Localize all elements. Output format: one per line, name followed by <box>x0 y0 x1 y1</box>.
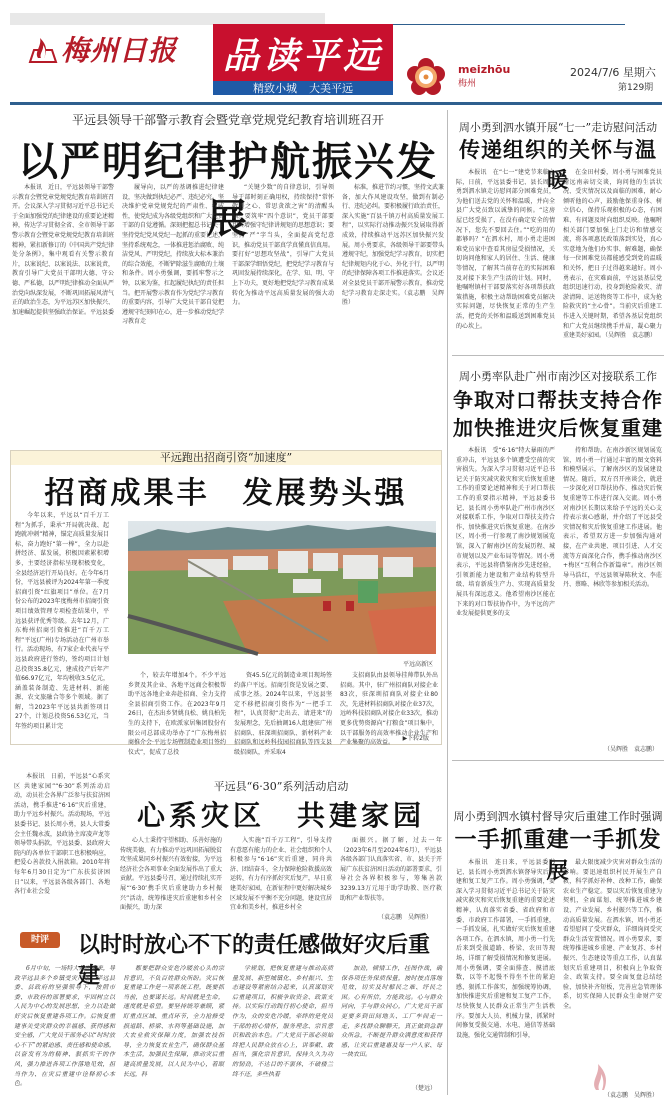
rebuild-kicker: 周小勇到泗水镇村督导灾后重建工作时强调 <box>453 810 663 823</box>
disaster-relief-article[interactable] <box>10 770 442 920</box>
visit-column: 本报讯 在“七一”建党节来临之际，日前，平远县委书记、县长周小勇到泗水镇走访慰问部分困难党员，为他们送去党的关怀和温暖，并向全县广大党员致以诚挚的问候。“这房屋已经受损了，在没有确定安全的情况下，您先不要回去住。”“吃的用的都够吗？”在泗水村，周小勇走进困难党员家中查看其房屋受损情况，关切询问他和家人的居住、生活、健康等情况，了解其当前存在的实际困难及对接下来生产生活的计划。同时，他嘱咐镇村干部要落实好各项帮扶政策措施，积极主动帮助困难党员解决实际问题，尽快恢复正常的生产生活，把党的关怀和温暖送到困难党员的心坎上。 <box>456 169 555 330</box>
nansha-column: 持和帮助。在南沙新区规划展览馆，周小勇一行通过丰富的图文资料和模型展示，了解南沙区的发展建设情况。随后，双方召开座谈会，就进一步深化对口帮扶协作、推动灾后恢复重建等工作进行深入交流。周小勇对南沙区长期以来给予平远的关心支持表示衷心感谢，并介绍了平远县受灾情况和灾后恢复重建工作进展。他表示，希望双方进一步加强沟通对接，在产业共建、项目引进、人才交流等方面深化合作，携手推动南沙区+梅区“互利合作新篇章”。南沙区领导马浩红，平远县领导陈秋文、李莊丹、蔡略、林欣等参加相关活动。 <box>563 447 662 589</box>
visit-kicker: 周小勇到泗水镇开展“七一”走访慰问活动 <box>458 121 658 134</box>
plum-blossom-icon <box>408 58 444 96</box>
brand-slogan <box>213 81 393 95</box>
visit-body <box>456 168 662 350</box>
nansha-kicker: 周小勇率队赴广州市南沙区对接联系工作 <box>459 370 657 383</box>
investment-kicker: 平远跑出招商引资“加速度” <box>11 451 441 465</box>
rebuild-headline[interactable]: 一手抓重建一手抓发展 <box>454 827 662 884</box>
investment-column: 个，较去年增加4个。不少平远乡贤及其企业、各地平远商会积极帮助平远各地企业奔赴招商、全力支持全县招商引资工作。在2023年9月26日，在杰出乡贤姚良松、姚良柏先生的支持下，在欧派家居集团股份有限公司总部成功举办了“广东梅州招商推介会·平远专场暨制造业项目签约仪式”，促成了总投 <box>128 672 226 756</box>
lead-kicker: 平远县领导干部警示教育会暨党章党规党纪教育培训班召开 <box>71 113 384 127</box>
commentary-byline: （楚远） <box>411 1085 436 1092</box>
column-divider <box>447 110 448 1095</box>
paper-logo[interactable] <box>28 31 177 67</box>
nansha-body <box>456 446 662 736</box>
commentary-article[interactable] <box>10 928 442 1098</box>
commentary-column: 6月中旬，一场特大暴雨袭来，导致平远县多个乡镇受灾严重。平远县委、县政府的坚强领导下，按照市委、市政府的部署要求，牢固树立以人民为中心的发展思想，全力以赴做好灾后恢复重建各项工作。后恢复重建事关受灾群众的幸福感、获得感和安全感，广大党员干部务必以“时时放心不下”的紧迫感、责任感和使命感，以奋发有为的精神、狠抓实干的作风，强力推进各项工作落地见效，担当作为、在灾后重建中诠释初心本色。 <box>14 965 115 1088</box>
relief-byline: （袁志鹏 吴辉胜） <box>377 914 432 921</box>
lead-body <box>12 183 444 433</box>
commentary-column: 加劲，倾情工作，挂图作战，确保各项任务保质保量，按时按点落地见效，切实及时解民之难、纾民之困。心有所信，方能致远。心与群众同向，手与群众同心，广大党员干部更要多到田间地头、工厂车间走一走，多找群众聊聊天，真正做到急群众所急，不断提升群众满意度和获得感，让灾后重建惠及每一户人家、每一块农田。 <box>341 965 442 1059</box>
flame-watermark-icon <box>590 1062 612 1092</box>
commentary-body <box>14 964 442 1094</box>
investment-left-column: 今年以来，平远以“百千万工程”为抓手，秉承“开局就决战、起跑就冲刺”精神，锚定高质量发展目标，奋力跑好“第一棒”，全力以赴拼经济、谋发展，积极因素累积增多，主要经济指标呈现积极变化，全县经济运行开局良好。在今年6月份，平远县被评为2024年第一季度招商引资“红旗项目”单位。在7月份公布的2023年度梅州市招商引资项目绩效管理专项检查结果中，平远县获评优秀等级。去年12月，广东梅州招商引资推进“百千万工程”平远(广州)专场活动在广州市举行。活动现场，有7家企业代表与平远县政府进行签约，签约项目计划总投资35.8亿元，建成投产后年产值66.97亿元，年均税收3.5亿元，涵盖装备制造、先进材料、新能源、农文旅融合等多个领域。据了解，当2023年平远县共新签项目27个，计划总投资56.53亿元，当年签约项目累计完 <box>15 512 109 731</box>
issue-number: 第129期 <box>618 83 654 93</box>
nansha-article[interactable] <box>452 362 664 757</box>
nansha-column: 本报讯 受“6·16”特大暴雨的严重冲击，平远县多个镇遭受空前的灾害损失。为深入学习贯彻习近平总书记关于防灾减灾救灾和灾后恢复重建工作的重要论述精神和关于对口帮扶工作的重要指示精神，平远县委书记、县长周小勇率队赴广州市南沙区对接联系工作，争取对口帮扶支持合作，加快推进灾后恢复重建。在南沙区，周小勇一行参观了南沙规划展览馆，深入了解南沙区的发展历程、城市规划以及产业布局等情况。周小勇表示，平远县将借鉴南沙先进经验，引领新能力建设和产业结构转型升级、培育新质生产力、实现高质量发展具有深远意义。他希望南沙区能在下来的对口帮扶协作中，为平远的产业发展提供更多的支 <box>456 447 555 618</box>
industrial-park-photo[interactable] <box>128 521 436 654</box>
investment-column: 支招商队由县领导挂帅带队外出招商。其中，驻广州招商队对接企业83次，驻深圳招商队对接企业80次，先进材料招商队对接企业37次，远岭科技招商队对接企业33次，推动更多优势资源向“打粮食”项目集中，以干部服务的高效率推动企业生产和产业集聚的高效益。 <box>340 672 438 747</box>
lead-column: 本报讯 近日，平远县领导干部警示教育会暨党章党规党纪教育培训班召开。会议深入学习贯彻习近平总书记关于全面加强党的纪律建设的重要论述精神，传达学习贯彻全省、全市领导干部警示教育会暨党章党规党纪教育培训班精神，紧扣新修订的《中国共产党纪律处分条例》，集中观看有关警示教育片，以案说纪、以案说法、以案说责，教育引导广大党员干部明大德、守公德、严私德，以严明纪律推动全面从严治党向纵深发展，不断巩固拓展风清气正的政治生态，为平远苏区加快振兴、加速崛起提供坚强政治保证。平远县委 <box>12 184 115 316</box>
rebuild-column: 本报讯 连日来，平远县委书记、县长周小勇到泗水镇督导灾后重建和复工复产工作。周小勇强调，要深入学习贯彻习近平总书记关于防灾减灾救灾和灾后恢复重建的重要论述精神，认真落实省委、省政府和市委、市政府工作部署，一手抓重建，一手抓发展，扎实做好灾后恢复重建各项工作。在泗水镇，周小勇一行先后来到受损道路、桥梁、农田等现场，详细了解受损情况和修复进展。周小勇强调，要全面排查、摸清底数，以等不起慢不得坐不住的紧迫感，狠抓工作落实，加强统筹协调，加快推进灾后重建和复工复产工作，尽快恢复人民群众正常生产生活秩序。要加大人员、机械力量，抓紧时间修复受损交通、水电、通信等基础设施，强化交通管制和引导， <box>456 859 555 1039</box>
relief-body <box>120 836 442 911</box>
paper-name: 梅州日报 <box>61 34 178 67</box>
rebuild-byline: （袁志鹏 吴辉胜） <box>603 1092 658 1099</box>
rebuild-column: 最大限度减少灾害对群众生活的影响。要迅速组织村民开展生产自救，科学抓好补种、改种工作，确保农业生产稳定。要以灾后恢复重建为契机，全面谋划、统筹推进城乡建设、产业发展、乡村振兴等工作，推动高质量发展。在泗水镇，周小勇还看望慰问了受灾群众，详细询问受灾群众生活安置情况。周小勇要求，要统筹推进城乡重建、产业复苏、乡村振兴、生态建设等重点工作，认真谋划灾后重建项目，积极向上争取资金、政策支持。要全面复盘总结经验，加快补齐短板，完善应急管理体系，切实保障人民群众生命财产安全。 <box>563 859 662 1010</box>
slogan-part-2: 大美平远 <box>309 82 353 95</box>
lead-column: 履导向，以严的基调推进纪律建设，坚决做到执纪必严、违纪必究。坚决维护党章党规党纪的严肃性、权威性，使党纪成为各级党组织和广大党员干部的自觉遵循。深刻把握总书记关于坚持党纪党风党纪一起抓的重要论述，坚持系统观念，一体推进惩治腐败、纯洁党风、严明党纪，持续放大标本兼治的综合效能，不断铲除滋生腐败的土壤和条件。周小勇强调，要抓牢警示之钟，以案为鉴，扛起履纪执纪的责任担当。把开展警示教育作为党纪学习教育的重要内容，引导广大党员干部自觉把遵规守纪刻印在心，进一步推动党纪学习教育走 <box>122 184 225 326</box>
commentary-column: 都要把群众安危冷暖放心头的宗旨意识，不负百姓群众所盼。灾后恢复重建工作是一项系统工程，既要抓当前，也要谋长远。时间就是生命，速度就是希望。要坚持统筹兼顾，紧盯重点区域、重点环节，全力抢修受损道路、桥梁、水利等基础设施，加大农业救灾保障力度，加强农技指导，全力恢复农业生产，确保群众基本生活，加强民生保障，推动灾后重建高质量发展，以人民为中心，着眼长远，科 <box>123 965 224 1078</box>
photo-caption: 平远高新区 <box>402 661 433 668</box>
brand-title: 品读平远 <box>222 35 383 77</box>
brand-banner <box>213 24 393 95</box>
investment-headline[interactable]: 招商成果丰 发展势头强 <box>44 476 408 511</box>
relief-column: 面振兴。据了解，过去一年（2023年6月至2024年6月），平远县各级各部门认真落实省、市、县关于开展广东扶贫济困日活动的部署要求，引导社会各界积极参与，筹集善款3239.13万元用于助学助教、医疗救助和产业帮扶等。 <box>340 837 443 902</box>
section-divider <box>452 760 664 761</box>
visit-headline[interactable]: 传递组织的关怀与温暖 <box>459 137 657 192</box>
city-name-cn: 梅州 <box>458 79 477 89</box>
nansha-byline: （吴辉胜 袁志鹏） <box>603 746 658 753</box>
investment-column: 资45.5亿元的制造业项目现场签约落户平远。招商引资是发展之要、成事之基。2024年以来，平远县坚定不移把招商引资作为“一把手工程”，认真贯彻“走出去、请进来”的发展理念，先后抽调16人组建驻广州招商队、驻深圳招商队、新材料产业招商队和远岭科技园招商队等四支县级招商队，并采取4 <box>234 672 332 756</box>
relief-kicker: 平远县“6·30”系列活动启动 <box>213 780 349 793</box>
relief-headline[interactable]: 心系灾区 共建家园 <box>136 799 425 832</box>
city-name-en: meizhōu <box>458 63 511 76</box>
visit-article[interactable] <box>452 110 664 350</box>
rebuild-article[interactable] <box>452 808 664 1098</box>
continued-link[interactable]: ▶下转2版 <box>402 735 429 742</box>
relief-left-column: 本报讯 日前，平远县“心系灾区 共建家园”“6·30”系列活动启动，动员社会各界广泛参与扶贫济困活动，携手推进“6·16”灾后重建，助力平远乡村振兴。活动现场，平远县委书记、县长周小勇，县人大常委会主任魏永波，县政协主席凌声龙等领导带头捐款，平远县委、县政府大院内的各单位干部职工也积极响应，把爱心善款投入捐款箱。2010年将每年6月30日定为“广东扶贫济困日”以来，平远县各级各部门、各地各行业社会爱 <box>14 773 111 896</box>
lead-headline[interactable]: 以严明纪律护航振兴发展 <box>18 138 438 242</box>
nansha-headline-line2: 加快推进灾后恢复重建 <box>453 416 663 440</box>
commentary-column: 学规划，把恢复重建与推动高质量发展、新型城镇化、乡村振兴、生态建设等紧密结合起来，认真谋划灾后重建项目，积极争取资金、政策支持。以实际行动践行初心使命，担当作为，众的安危冷暖，牵绊的是党员干部的初心情怀，服务理念、宗旨意识和政治本色。广大党员干部必须始终把人民群众放在心上，讲奉献、敢担当，强化宗旨意识，保持久久为功的韧劲，不达目的不罢休，不破楼兰终不还，多些执着 <box>232 965 333 1078</box>
lead-column: 标准，推进节约习惯，坚持文武兼备，加大作风建设攻坚，做到有制必行、违纪必纠。要积极履行政治责任，深入实施“百县千镇万村高质量发展工程”，以实际行动推动振兴发展取得新成效，持续推动平远苏区加快振兴发展。周小勇要求，各级领导干部要带头遵规守纪，加强党纪学习教育，切实把纪律规矩内化于心、外化于行，以严明的纪律保障各项工作推进落实。会议还对全县党员干部开展警示教育，推动党纪学习教育走深走实。（袁志鹏 吴辉胜） <box>342 184 445 307</box>
section-divider <box>452 355 664 356</box>
commentary-headline[interactable]: 以时时放心不下的责任感做好灾后重建 <box>78 932 431 989</box>
investment-article[interactable] <box>10 450 442 756</box>
issue-date: 2024/7/6 星期六 <box>570 66 656 79</box>
relief-column: 入实施“百千万工程”，引导支持有意愿有能力的企业、社会组织和个人积极参与“6·16”灾后重建，同舟共济、团结奋斗，全力保障抢险救援高效运转，有力有序抓好灾后复产，早日重建美好家园，在新征程中更好解决城乡区域发展不平衡不充分问题，建设宜居宜业和美乡村，推进乡村全 <box>230 837 333 912</box>
slogan-part-1: 精致小城 <box>253 82 297 95</box>
lead-article[interactable] <box>12 108 444 434</box>
rebuild-body <box>456 858 662 1083</box>
visit-column: 在金田村委，周小勇与困难党员谢远南亲切交谈，询问他的生活状况、受灾情况以及面临的困难，耐心倾听他的心声，鼓励他保重身体、树立信心，保持乐观积极的心态，有困难、有问题及时向组织反映。他嘱咐相关部门要加强上门走访和情感交流，将各项惠民政策落到实处，真心实意地为他们办实事、解难题，确保每一位困难党员都能感受到党的温暖和关怀，把日子过得越来越好。周小勇表示，在灾难面前，平远县基层党组织迅速行动，投身到抢险救灾、清淤清障、运送物资等工作中，成为抢险救灾的“主心骨”。当前灾后重建工作进入关键时期，希望各基层党组织和广大党员继续携手并肩，凝心聚力重建美好家园。（吴辉胜 袁志鹏） <box>563 169 662 340</box>
masthead-rule <box>10 102 662 105</box>
nansha-headline[interactable] <box>452 386 664 442</box>
lead-column: “关键少数”的自律意识，引导领导干部时刻正确用权，持续保持“常怀敬畏之心、常思贪欲之害”的清醒头脑。要筑牢“四个意识”，党员干部要切实增强守纪律讲规矩的思想意识；要坚持“严”字当头，全面提高党纪意识，推动党员干部真学真懂真信真用。要打好“思想攻坚战”，引导广大党员干部深学细悟党纪，把党纪学习教育与巩固发展持续深化，在学、知、明、守上下功夫，更好地把党纪学习教育成果转化为推动平远高质量发展的强大动力。 <box>232 184 335 307</box>
relief-column: 心人士秉持守望相助、乐善好施的传统美德，有力推动平远巩固拓展脱贫攻坚成果同乡村振兴有效衔接，为平远经济社会各项事业全面发展作出了重大贡献。平远县委号召，通过持续扎实开展“‘6·30’携手灾后重建助力乡村振兴”活动，统筹推进灾后重建和乡村全面振兴，助力深 <box>120 837 223 912</box>
flame-book-icon <box>28 34 58 64</box>
nansha-headline-line1: 争取对口帮扶支持合作 <box>453 388 663 412</box>
commentary-tag: 时评 <box>20 932 60 948</box>
